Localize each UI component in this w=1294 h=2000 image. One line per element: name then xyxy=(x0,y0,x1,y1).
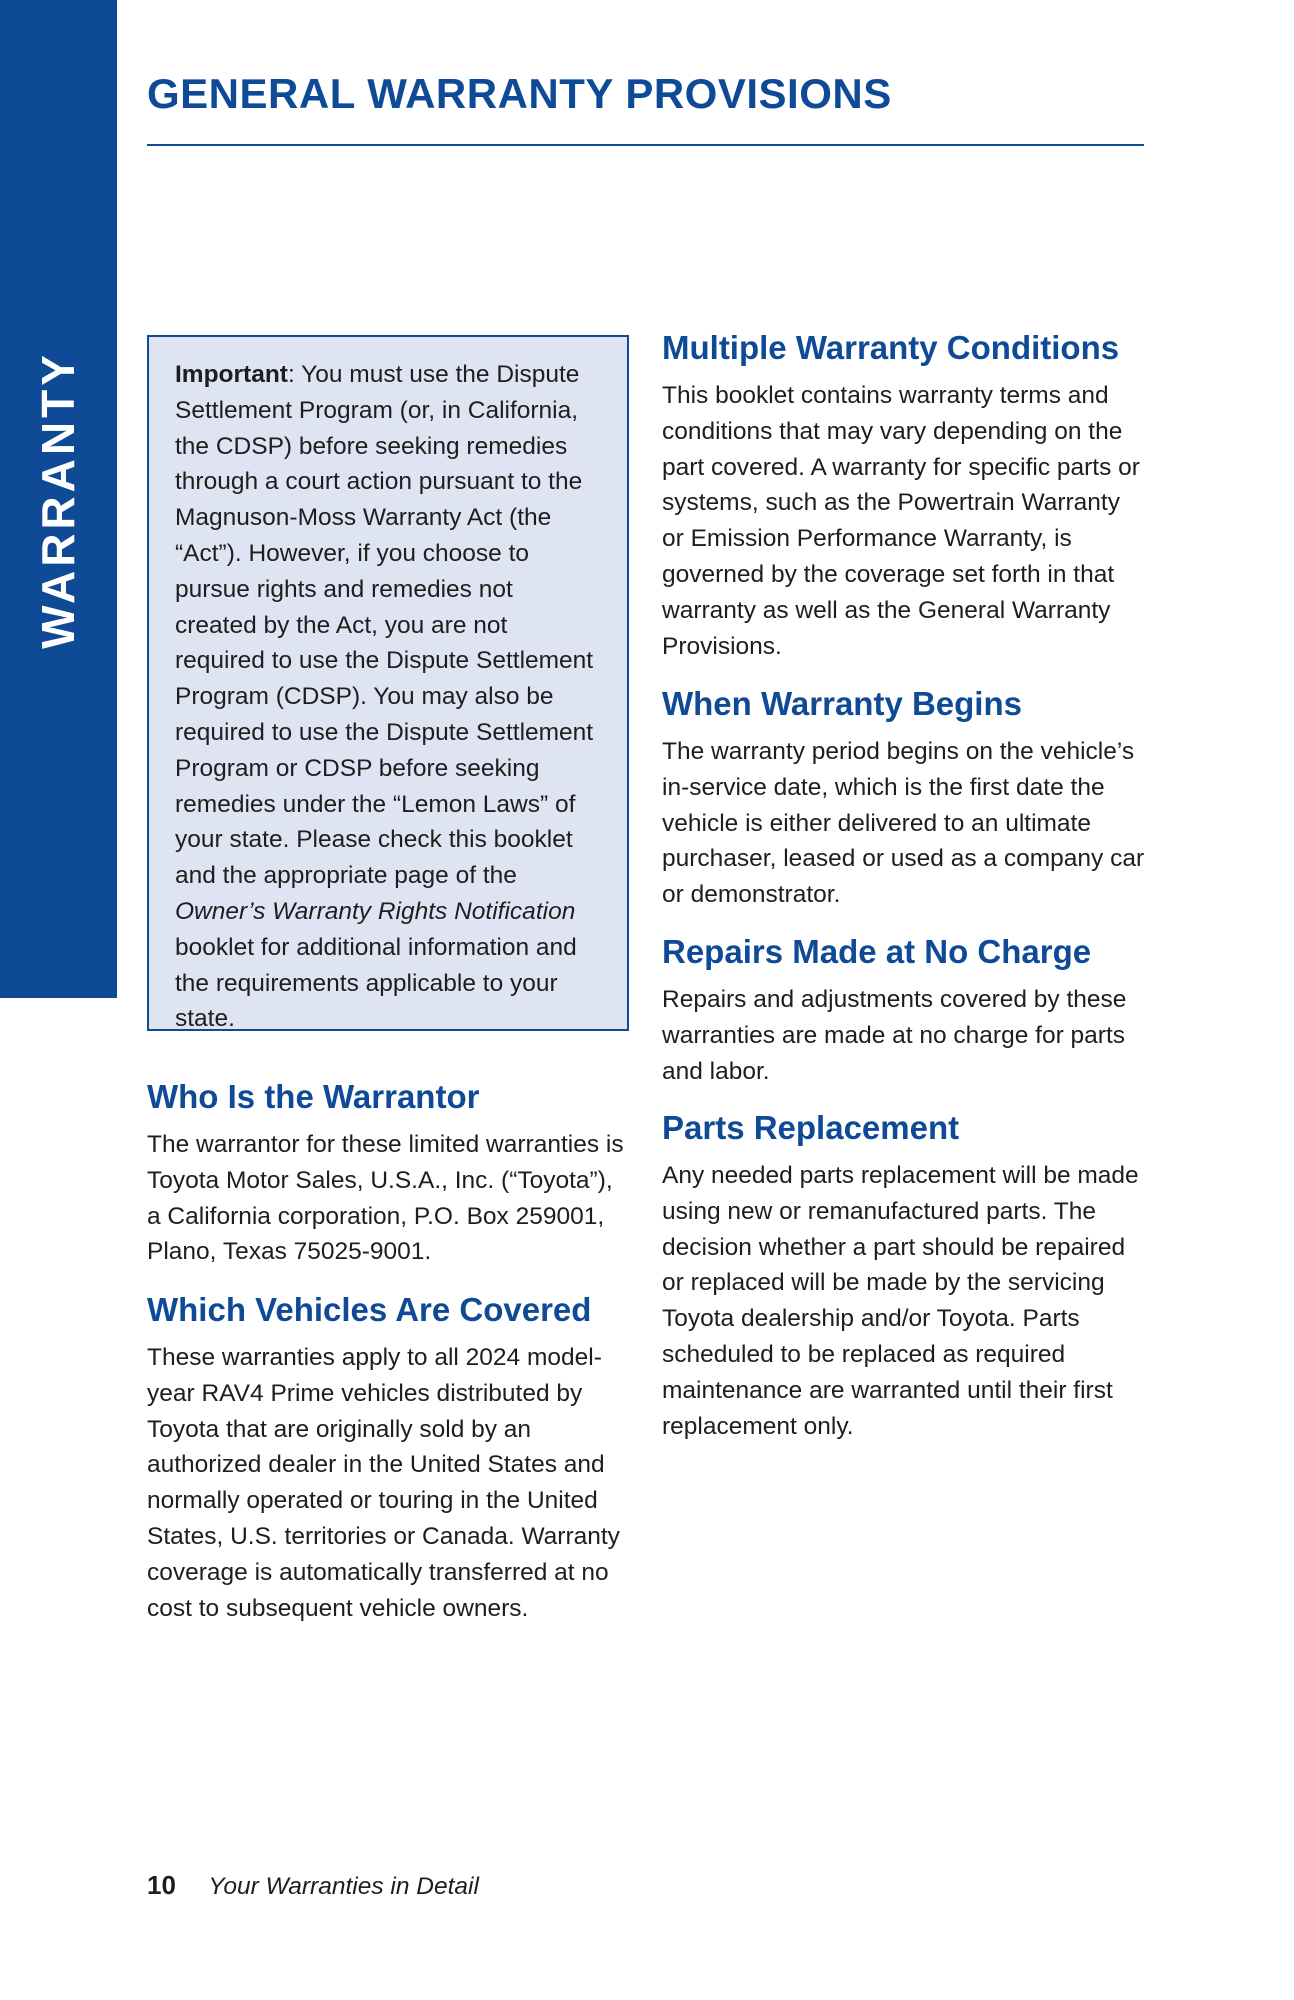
notice-text xyxy=(175,357,601,1037)
section-heading: Repairs Made at No Charge xyxy=(662,933,1092,970)
section-body: This booklet contains warranty terms and conditions that may vary depending on the part covered. A warranty for specific parts or systems, such as the Powertrain Warranty or Emission Performance Warranty, is governed by the coverage set forth in that warranty as well as the General Warranty Provisions. xyxy=(662,382,1140,660)
page-footer xyxy=(147,1870,479,1901)
side-tab xyxy=(0,0,117,998)
section-body: Repairs and adjustments covered by these warranties are made at no charge for parts and labor. xyxy=(662,986,1127,1085)
section-heading: Who Is the Warrantor xyxy=(147,1078,480,1115)
section-heading: When Warranty Begins xyxy=(662,685,1022,722)
section-body: The warranty period begins on the vehicle’s in-service date, which is the first date the vehicle is either delivered to an ultimate purchaser, leased or used as a company car or demonstrator. xyxy=(662,738,1145,909)
section-heading: Multiple Warranty Conditions xyxy=(662,329,1120,366)
section-multiple-warranty-conditions xyxy=(662,328,1147,664)
section-repairs-made-at-no-charge xyxy=(662,932,1147,1089)
section-body: The warrantor for these limited warranties is Toyota Motor Sales, U.S.A., Inc. (“Toyota”), a California corporation, P.O. Box 259001, Plano, Texas 75025-9001. xyxy=(147,1131,624,1266)
section-body: Any needed parts replacement will be made using new or remanufactured parts. The decision whether a part should be repaired or replaced will be made by the servicing Toyota dealership and/or Toyota. Parts scheduled to be replaced as required maintenance are warranted until their first replacement only. xyxy=(662,1162,1139,1440)
notice-italic-title: Owner’s Warranty Rights Notification xyxy=(175,897,576,925)
footer-text: Your Warranties in Detail xyxy=(208,1873,479,1900)
notice-text-part-2: booklet for additional information and the requirements applicable to your state. xyxy=(175,933,577,1033)
notice-text-part-1: : You must use the Dispute Settlement Program (or, in California, the CDSP) before seeking remedies through a court action pursuant to the Magnuson-Moss Warranty Act (the “Act”). However, if you choose to pursue rights and remedies not created by the Act, you are not required to use the Dispute Settlement Program (CDSP). You may also be required to use the Dispute Settlement Program or CDSP before seeking remedies under the “Lemon Laws” of your state. Please check this booklet and the appropriate page of the xyxy=(175,361,594,890)
important-notice-box xyxy=(147,335,629,1031)
section-heading: Parts Replacement xyxy=(662,1109,960,1146)
section-when-warranty-begins xyxy=(662,684,1147,913)
side-tab-label: WARRANTY xyxy=(32,351,84,649)
section-body: These warranties apply to all 2024 model-year RAV4 Prime vehicles distributed by Toyota that are originally sold by an authorized dealer in the United States and normally operated or touring in the United States, U.S. territories or Canada. Warranty coverage is automatically transferred at no cost to subsequent vehicle owners. xyxy=(147,1344,620,1622)
section-who-is-the-warrantor xyxy=(147,1077,632,1270)
page-number: 10 xyxy=(147,1870,176,1900)
page-title: GENERAL WARRANTY PROVISIONS xyxy=(147,70,892,117)
section-which-vehicles-are-covered xyxy=(147,1290,632,1626)
notice-bold-lead: Important xyxy=(175,361,288,388)
section-heading: Which Vehicles Are Covered xyxy=(147,1291,592,1328)
section-parts-replacement xyxy=(662,1108,1147,1444)
title-divider xyxy=(147,144,1144,146)
